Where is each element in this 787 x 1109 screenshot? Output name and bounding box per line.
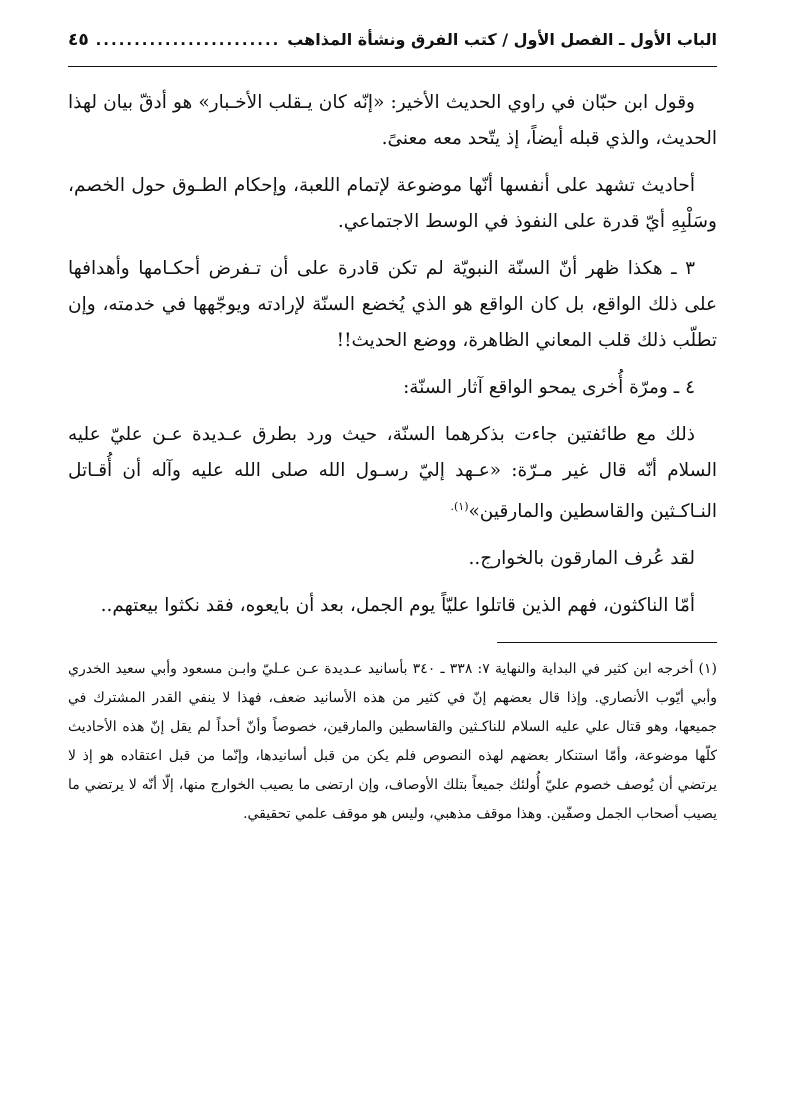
paragraph-1: وقول ابن حبّان في راوي الحديث الأخير: «إنّه كان يـقلب الأخـبار» هو أدقّ بيان لهذا الحديث، والذي قبله أيضاً، إذ يتّحد معه معنىً.	[68, 92, 717, 149]
page-number: ٤٥	[68, 30, 89, 50]
paragraph-2: أحاديث تشهد على أنفسها أنّها موضوعة لإتمام اللعبة، وإحكام الطـوق حول الخصم، وسَلْبِهِ أيّ قدرة على النفوذ في الوسط الاجتماعي.	[68, 175, 717, 232]
paragraph-4: ٤ ـ ومرّة أُخرى يمحو الواقع آثار السنّة:	[403, 377, 695, 398]
running-header	[68, 30, 717, 67]
footnote-separator	[497, 642, 717, 643]
header-leader-dots: ........................	[95, 31, 281, 49]
footnote-text: (١) أخرجه ابن كثير في البداية والنهاية ٧: ٣٣٨ ـ ٣٤٠ بأسانيد عـديدة عـن عـليّ وابـن مسعود وأبي سعيد الخدري وأبي أيّوب الأنصاري. وإذا قال بعضهم إنّ في كثير من هذه الأسانيد ضعف، فهذا لا ينفي القدر المشترك في جميعها، وهو قتال علي عليه السلام للناكـثين والقاسطين والمارقين، خصوصاً وأنّ أحداً لم يقل إنّ هذه الأحاديث كلّها موضوعة، وأمّا استنكار بعضهم لهذه النصوص فلم يكن من قبل أسانيدها، وإنّما من قبل اعتقاده هو إذ لا يرتضي أن يُوصف خصوم عليّ أُولئك جميعاً بتلك الأوصاف، وإن ارتضى ما يصيب الخوارج منها، إلّا أنّه لا يرتضي ما يصيب أصحاب الجمل وصفّين. وهذا موقف مذهبي، وليس هو موقف علمي تحقيقي.	[68, 661, 717, 823]
paragraph-3: ٣ ـ هكذا ظهر أنّ السنّة النبويّة لم تكن قادرة على أن تـفرض أحكـامها وأهدافها على ذلك الواقع، بل كان الواقع هو الذي يُخضع السنّة لإرادته ويوجّهها في خدمته، وإن تطلّب ذلك قلب المعاني الظاهرة، ووضع الحديث!!	[68, 258, 717, 351]
paragraph-5-text: ذلك مع طائفتين جاءت بذكرهما السنّة، حيث ورد بطرق عـديدة عـن عليّ عليه السلام أنّه قال غير مـرّة: «عـهد إليّ رسـول الله صلى الله عليه وآله أن أُقـاتل النـاكـثين والقاسطين والمارقين»	[68, 424, 717, 523]
main-text	[68, 85, 717, 624]
book-page	[68, 30, 717, 1089]
paragraph-7: أمّا الناكثون، فهم الذين قاتلوا عليّاً يوم الجمل، بعد أن بايعوه، فقد نكثوا بيعتهم..	[100, 595, 695, 617]
paragraph-5	[68, 417, 717, 530]
footnote-reference: (١).	[450, 500, 469, 513]
header-title: الباب الأول ـ الفصل الأول / كتب الفرق ونشأة المذاهب	[287, 30, 717, 49]
paragraph-6: لقد عُرف المارقون بالخوارج..	[468, 548, 695, 570]
